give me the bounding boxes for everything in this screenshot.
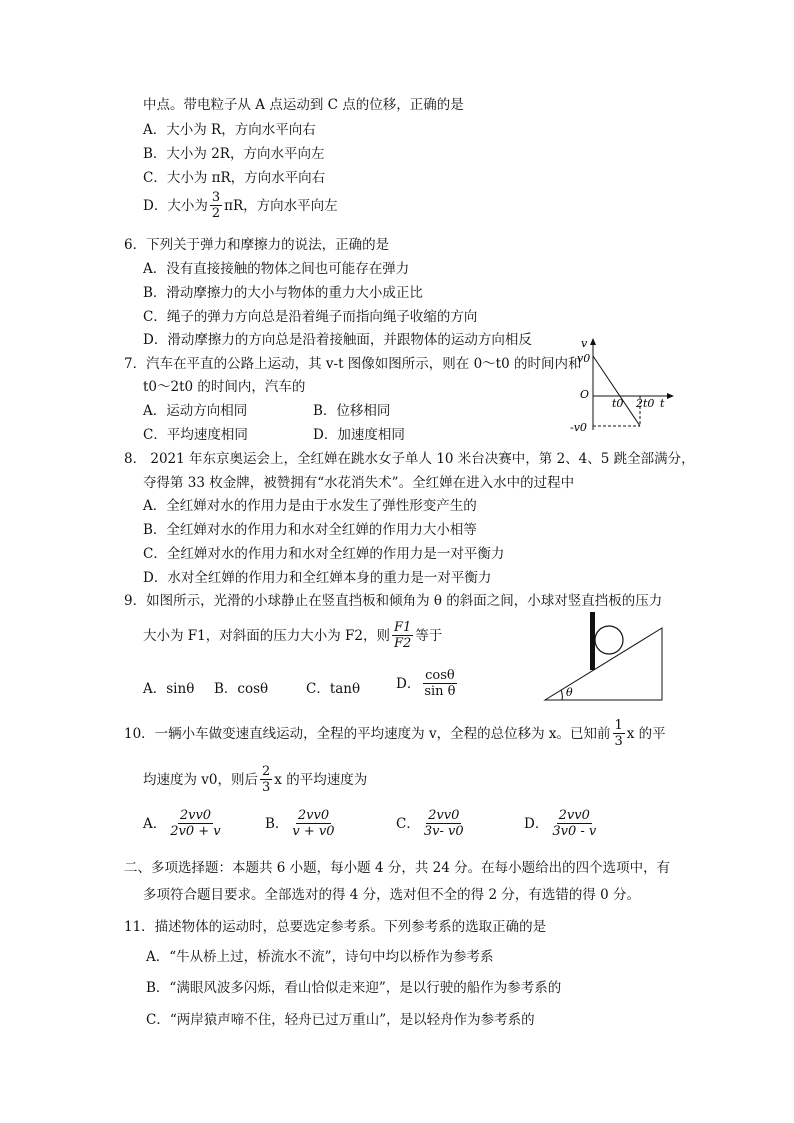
q10-c-den: 3v- v0 [423, 824, 464, 839]
label-v: v [581, 337, 588, 350]
q5-d-num: 3 [211, 190, 221, 205]
q9-d-label: D． [396, 675, 421, 692]
q9-ratio-den: F2 [394, 636, 412, 651]
q7-stem-line1: 7．汽车在平直的公路上运动，其 v-t 图像如图所示，则在 0～t0 的时间内和 [124, 356, 582, 372]
t-axis-arrow [667, 393, 674, 399]
q9-d-fraction [422, 668, 457, 699]
q9-stem2-a: 大小为 F1，对斜面的压力大小为 F2，则 [143, 627, 390, 644]
q10-stem-line1 [124, 718, 666, 749]
q9-option-b: B．cosθ [214, 681, 269, 697]
q11-stem: 11．描述物体的运动时，总要选定参考系。下列参考系的选取正确的是 [124, 919, 547, 935]
q10-n2: 2 [262, 764, 271, 779]
q5-option-a: A．大小为 R，方向水平向右 [143, 122, 316, 138]
q8-option-c: C．全红婵对水的作用力和水对全红婵的作用力是一对平衡力 [143, 546, 505, 562]
q10-option-a [143, 808, 225, 839]
q9-stem-line2 [143, 620, 442, 651]
q10-option-d [524, 808, 600, 839]
q8-option-a: A．全红婵对水的作用力是由于水发生了弹性形变产生的 [143, 498, 477, 514]
q10-stem2-b: x 的平均速度为 [274, 771, 368, 788]
vertical-board [590, 612, 595, 670]
vt-line [593, 356, 640, 426]
q8-option-b: B．全红婵对水的作用力和水对全红婵的作用力大小相等 [143, 522, 477, 538]
q10-n1: 1 [614, 718, 623, 733]
q10-d-label: D． [524, 815, 549, 832]
q9-option-c: C．tanθ [306, 681, 361, 697]
q10-d2: 3 [262, 780, 271, 795]
q5-option-c: C．大小为 πR，方向水平向右 [143, 170, 326, 186]
q9-stem-line1: 9．如图所示，光滑的小球静止在竖直挡板和倾角为 θ 的斜面之间，小球对竖直挡板的压力 [124, 593, 663, 609]
label-v0: v0 [577, 352, 591, 365]
q6-option-a: A．没有直接接触的物体之间也可能存在弹力 [143, 261, 410, 277]
q10-a-den: 2v0 + v [170, 824, 221, 839]
q9-option-d [396, 668, 460, 699]
ball [595, 626, 623, 654]
vt-graph [568, 336, 678, 436]
q10-frac-2-3 [260, 764, 272, 795]
q7-stem-line2: t0～2t0 的时间内，汽车的 [143, 379, 306, 395]
q10-a-fraction [168, 808, 222, 839]
q10-b-label: B． [265, 815, 289, 832]
q5-option-d [143, 190, 338, 221]
q10-c-num: 2vv0 [428, 808, 460, 823]
q9-d-num: cosθ [425, 668, 455, 683]
q11-option-c: C．“两岸猿声啼不住，轻舟已过万重山”，是以轻舟作为参考系的 [146, 1012, 535, 1028]
q10-option-c [396, 808, 468, 839]
q7-option-a: A．运动方向相同 [143, 403, 248, 419]
q8-stem-line2: 夺得第 33 枚金牌，被赞拥有“水花消失术”。全红婵在进入水中的过程中 [143, 475, 575, 491]
q9-stem2-b: 等于 [415, 627, 443, 644]
q7-option-b: B．位移相同 [313, 403, 391, 419]
q6-option-c: C．绳子的弹力方向总是沿着绳子而指向绳子收缩的方向 [143, 309, 478, 325]
label-t: t [660, 397, 665, 410]
q5-d-prefix: D．大小为 [143, 197, 208, 214]
label-neg-v0: -v0 [570, 421, 587, 434]
q10-option-b [265, 808, 339, 839]
q10-stem1-a: 10．一辆小车做变速直线运动，全程的平均速度为 v，全程的总位移为 x。已知前 [124, 725, 611, 742]
q10-stem2-a: 均速度为 v0，则后 [143, 771, 259, 788]
q5-option-b: B．大小为 2R，方向水平向左 [143, 146, 325, 162]
label-t0: t0 [612, 397, 624, 410]
q5-d-suffix: πR，方向水平向左 [224, 197, 338, 214]
q5-stem: 中点。带电粒子从 A 点运动到 C 点的位移，正确的是 [143, 97, 464, 113]
q10-d-den: 3v0 - v [552, 824, 597, 839]
q10-c-label: C． [396, 815, 420, 832]
q10-frac-1-3 [613, 718, 625, 749]
q8-stem-line1: 8． 2021 年东京奥运会上，全红婵在跳水女子单人 10 米台决赛中，第 2、4、5 跳全部满分， [124, 451, 695, 467]
q5-d-den: 2 [211, 206, 221, 221]
q5-d-fraction [210, 190, 222, 221]
q10-b-den: v + v0 [292, 824, 335, 839]
q10-b-fraction [290, 808, 336, 839]
q6-option-b: B．滑动摩擦力的大小与物体的重力大小成正比 [143, 285, 423, 301]
v-axis-arrow [590, 338, 596, 345]
section2-heading-line1: 二、多项选择题：本题共 6 小题，每小题 4 分，共 24 分。在每小题给出的四个选项中，有 [124, 860, 671, 876]
q11-option-b: B．“满眼风波多闪烁，看山恰似走来迎”，是以行驶的船作为参考系的 [146, 980, 562, 996]
section2-heading-line2: 多项符合题目要求。全部选对的得 4 分，选对但不全的得 2 分，有选错的得 0 分。 [143, 887, 641, 903]
q10-b-num: 2vv0 [297, 808, 330, 823]
q6-stem: 6．下列关于弹力和摩擦力的说法，正确的是 [124, 237, 390, 253]
label-2t0: 2t0 [636, 397, 655, 410]
q6-option-d: D．滑动摩擦力的方向总是沿着接触面，并跟物体的运动方向相反 [143, 332, 532, 348]
q11-option-a: A．“牛从桥上过，桥流水不流”，诗句中均以桥作为参考系 [146, 949, 494, 965]
q10-d-fraction [550, 808, 598, 839]
q10-d1: 3 [614, 734, 623, 749]
q8-option-d: D．水对全红婵的作用力和全红婵本身的重力是一对平衡力 [143, 570, 492, 586]
q10-a-num: 2vv0 [179, 808, 212, 823]
q10-a-label: A． [143, 815, 167, 832]
q10-stem1-b: x 的平 [626, 725, 666, 742]
q10-stem-line2 [143, 764, 367, 795]
q9-d-den: sin θ [424, 684, 456, 699]
q10-c-fraction [422, 808, 466, 839]
q9-option-a: A．sinθ [143, 681, 195, 697]
q7-option-d: D．加速度相同 [313, 427, 405, 443]
q9-ratio-num: F1 [394, 620, 412, 635]
label-origin: O [580, 388, 590, 401]
q10-d-num: 2vv0 [558, 808, 590, 823]
angle-arc [561, 690, 562, 700]
q7-option-c: C．平均速度相同 [143, 427, 248, 443]
incline-diagram [540, 606, 670, 706]
q9-ratio-fraction [392, 620, 413, 651]
theta-label: θ [566, 686, 573, 699]
